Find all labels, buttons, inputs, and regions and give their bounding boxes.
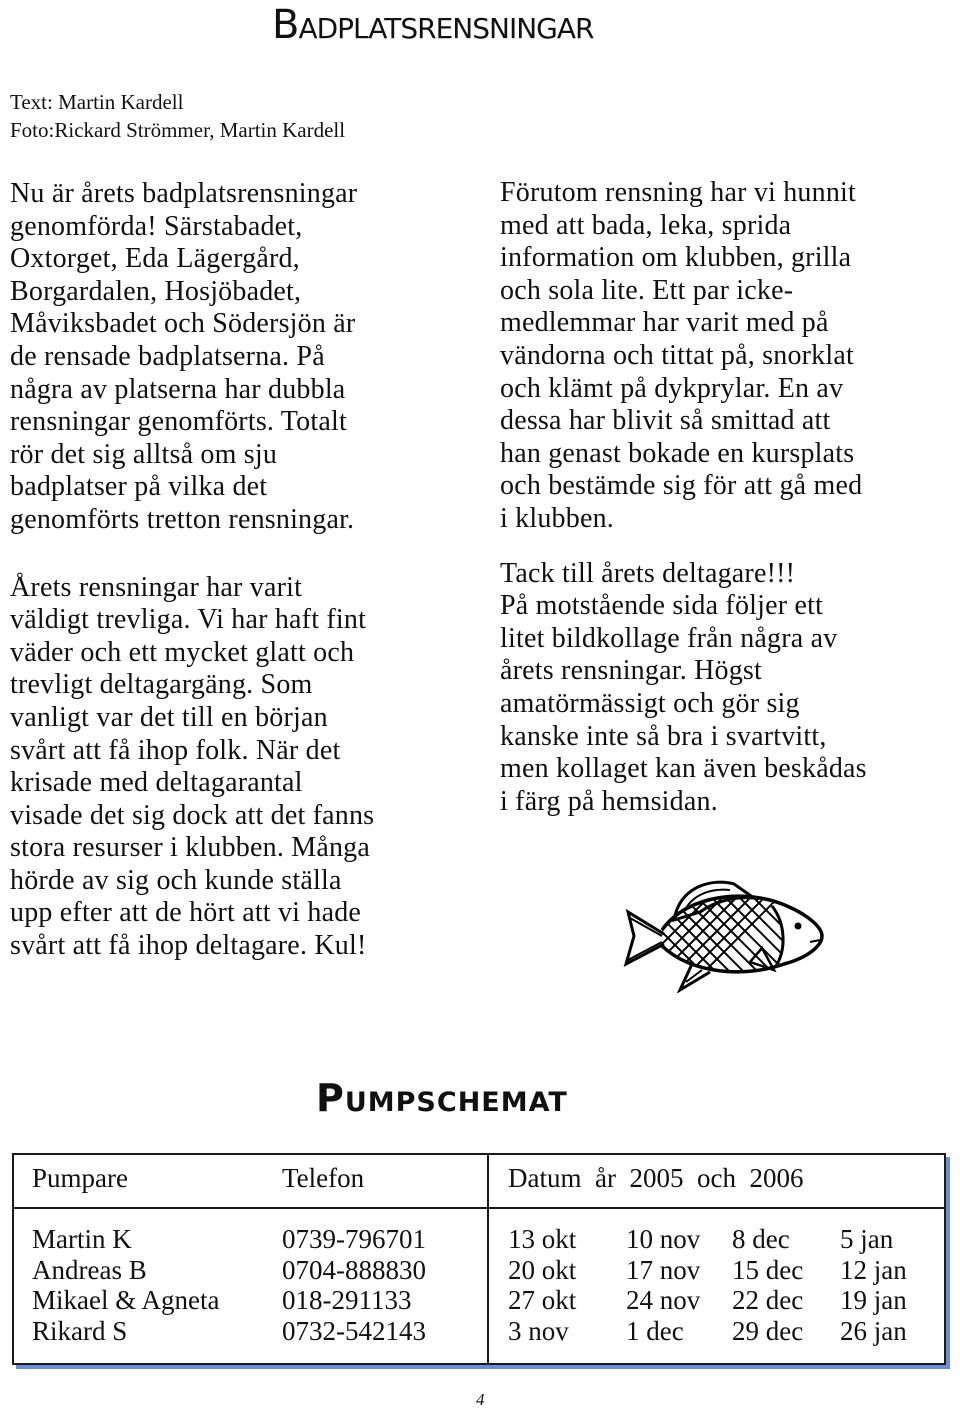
left-paragraph-1: Nu är årets badplatsrensningar genomförda! Särstabadet, Oxtorget, Eda Lägergård, Borgardalen, Hosjöbadet, Måviksbadet och Södersjön är de rensade badplatserna. På några av platserna har dubbla rensningar genomförts. Totalt rör det sig alltså om sju badplatser på vilka det genomförts tretton rensningar. [10, 178, 358, 535]
right-paragraph-1: Förutom rensning har vi hunnit med att bada, leka, sprida information om klubben, grilla och sola lite. Ett par icke- medlemmar har varit med på vändorna och tittat på, snorklat och klämt på dykprylar. En av dessa har blivit så smittad att han genast bokade en kursplats och bestämde sig för att gå med i klubben. [500, 177, 863, 534]
pumper-phone: 0739-796701 [282, 1224, 426, 1254]
pumper-name: Rikard S [32, 1315, 128, 1346]
pumper-name: Andreas B [32, 1254, 147, 1285]
table-row [14, 1224, 944, 1255]
left-paragraph-2: Årets rensningar har varit väldigt trevliga. Vi har haft fint väder och ett mycket glatt och trevligt deltagargäng. Som vanligt var det till en början svårt att få ihop folk. När det krisade med deltagarantal visade det sig dock att det fanns stora resurser i klubben. Många hörde av sig och kunde ställa upp efter att de hört att vi hade svårt att få ihop deltagare. Kul! [10, 571, 375, 962]
date-cell: 29 dec [732, 1315, 804, 1346]
date-cell: 17 nov [626, 1254, 701, 1285]
pumper-phone: 018-291133 [282, 1285, 412, 1315]
date-cell: 26 jan [840, 1315, 907, 1346]
right-paragraph-2: Tack till årets deltagare!!! På motstående sida följer ett litet bildkollage från några av årets rensningar. Högst amatörmässigt och gör sig kanske inte så bra i svartvitt, men kollaget kan även beskådas i färg på hemsidan. [500, 557, 867, 817]
header-dates: Datum år 2005 och 2006 [508, 1163, 804, 1193]
date-cell: 22 dec [732, 1285, 804, 1315]
date-cell: 5 jan [840, 1224, 894, 1254]
pumper-phone: 0732-542143 [282, 1315, 426, 1346]
pump-schedule-table [12, 1153, 946, 1365]
date-cell: 19 jan [840, 1285, 907, 1315]
pumper-name: Mikael & Agneta [32, 1285, 220, 1315]
date-cell: 1 dec [626, 1315, 684, 1346]
date-cell: 12 jan [840, 1254, 907, 1285]
pumper-name: Martin K [32, 1224, 132, 1254]
date-cell: 8 dec [732, 1224, 790, 1254]
photo-credit: Foto:Rickard Strömmer, Martin Kardell [10, 118, 346, 142]
pumper-phone: 0704-888830 [282, 1254, 426, 1285]
page-number: 4 [476, 1390, 485, 1409]
page-title: Badplatsrensningar [272, 2, 594, 48]
date-cell: 3 nov [508, 1315, 569, 1346]
date-cell: 24 nov [626, 1285, 701, 1315]
date-cell: 10 nov [626, 1224, 701, 1254]
table-header [14, 1155, 944, 1209]
date-cell: 27 okt [508, 1285, 577, 1315]
fish-icon [622, 878, 827, 993]
date-cell: 13 okt [508, 1224, 577, 1254]
table-row [14, 1316, 944, 1347]
date-cell: 20 okt [508, 1254, 577, 1285]
header-pumper: Pumpare [32, 1163, 128, 1193]
credits [10, 88, 345, 144]
text-credit: Text: Martin Kardell [10, 90, 184, 114]
left-column [10, 178, 460, 963]
table-row [14, 1285, 944, 1316]
date-cell: 15 dec [732, 1254, 804, 1285]
right-column [500, 177, 955, 818]
table-row [14, 1255, 944, 1286]
header-phone: Telefon [282, 1163, 365, 1193]
pump-schedule-title: Pumpschemat [316, 1076, 568, 1120]
